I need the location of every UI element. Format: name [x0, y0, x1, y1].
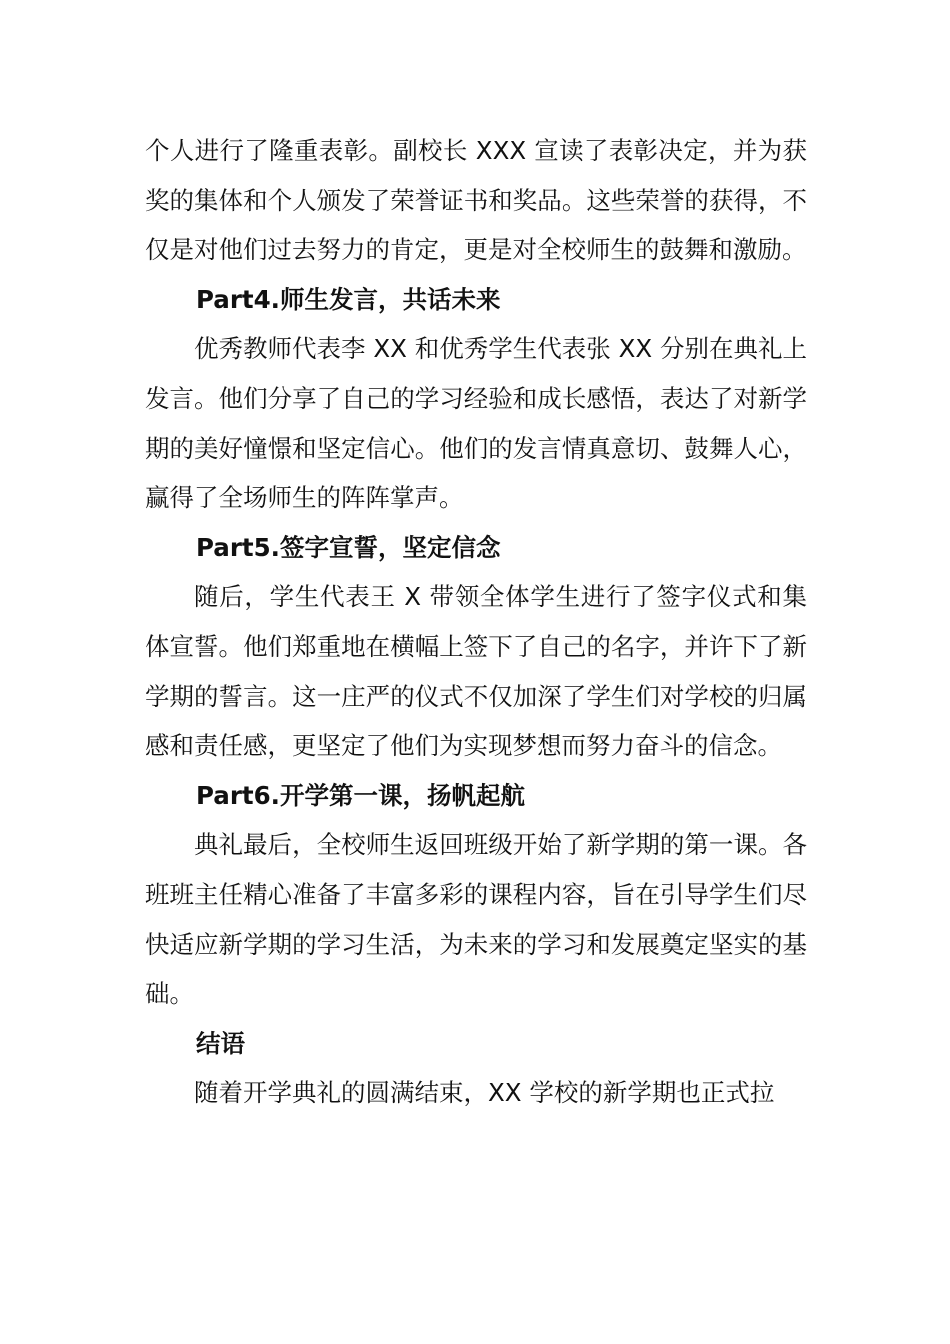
- document-body: [145, 126, 807, 1118]
- paragraph-conclusion: 随着开学典礼的圆满结束，XX 学校的新学期也正式拉: [194, 1078, 775, 1108]
- paragraph-first-lesson: 典礼最后，全校师生返回班级开始了新学期的第一课。各班班主任精心准备了丰富多彩的课程内容，旨在引导学生们尽快适应新学期的学习生活，为未来的学习和发展奠定坚实的基础。: [145, 830, 807, 1009]
- heading-conclusion: 结语: [196, 1028, 245, 1058]
- paragraph-oath: 随后，学生代表王 X 带领全体学生进行了签字仪式和集体宣誓。他们郑重地在横幅上签下了自己的名字，并许下了新学期的誓言。这一庄严的仪式不仅加深了学生们对学校的归属感和责任感，更坚定了他们为实现梦想而努力奋斗的信念。: [145, 582, 807, 761]
- paragraph-speeches: 优秀教师代表李 XX 和优秀学生代表张 XX 分别在典礼上发言。他们分享了自己的学习经验和成长感悟，表达了对新学期的美好憧憬和坚定信心。他们的发言情真意切、鼓舞人心，赢得了全场师生的阵阵掌声。: [145, 334, 807, 513]
- heading-part4: Part4.师生发言，共话未来: [196, 284, 501, 314]
- heading-part6: Part6.开学第一课，扬帆起航: [196, 780, 525, 810]
- paragraph-awards: 个人进行了隆重表彰。副校长 XXX 宣读了表彰决定，并为获奖的集体和个人颁发了荣誉证书和奖品。这些荣誉的获得，不仅是对他们过去努力的肯定，更是对全校师生的鼓舞和激励。: [145, 136, 807, 265]
- heading-part5: Part5.签字宣誓，坚定信念: [196, 532, 501, 562]
